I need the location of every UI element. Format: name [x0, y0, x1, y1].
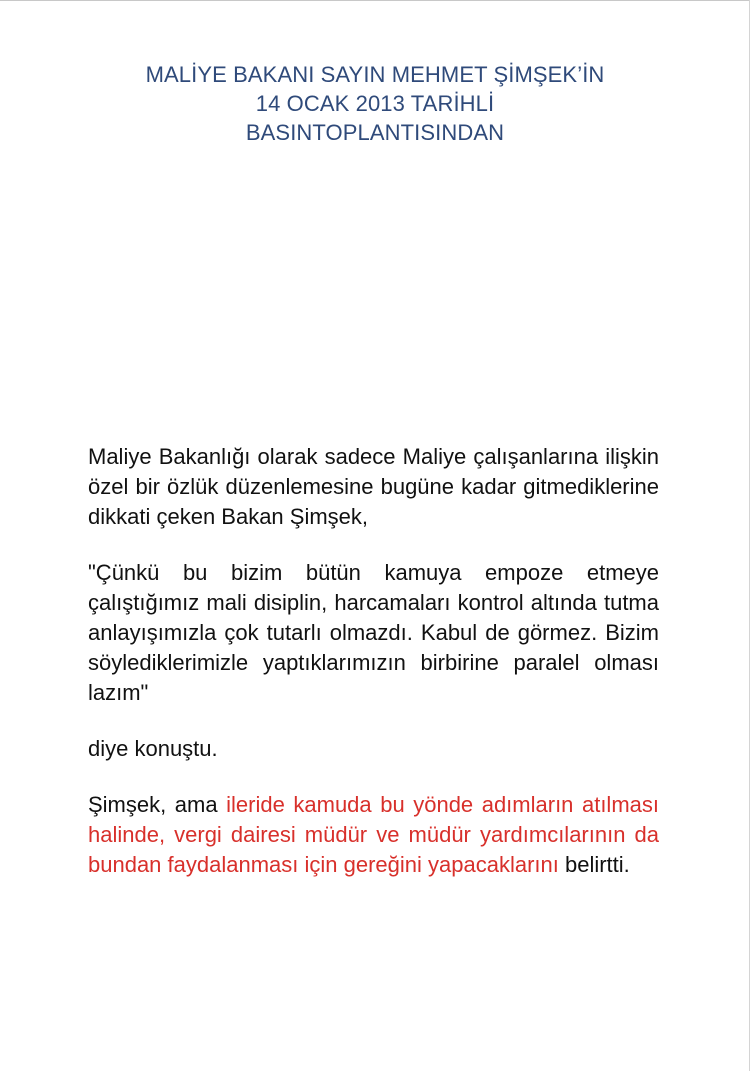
- paragraph-4-prefix: Şimşek, ama: [88, 792, 227, 817]
- title-line-2: 14 OCAK 2013 TARİHLİ: [255, 91, 495, 116]
- paragraph-4: [88, 790, 659, 880]
- paragraph-4-highlight: ileride kamuda bu yönde adımların atılması halinde, vergi dairesi müdür ve müdür yardımcılarının da bundan faydalanması için gereğini yapacaklarını: [88, 792, 659, 877]
- document-body: [88, 442, 659, 906]
- page-top-border: [0, 0, 750, 1]
- paragraph-4-suffix: belirtti.: [558, 852, 630, 877]
- document-title: [0, 60, 750, 147]
- paragraph-1: Maliye Bakanlığı olarak sadece Maliye çalışanlarına ilişkin özel bir özlük düzenlemesine bugüne kadar gitmediklerine dikkati çeken Bakan Şimşek,: [88, 444, 659, 529]
- paragraph-2-quote: "Çünkü bu bizim bütün kamuya empoze etmeye çalıştığımız mali disiplin, harcamaları kontrol altında tutma anlayışımızla çok tutarlı olmazdı. Kabul de görmez. Bizim söylediklerimizle yaptıklarımızın birbirine paralel olması lazım": [88, 560, 659, 705]
- paragraph-3: diye konuştu.: [88, 736, 218, 761]
- title-line-1: MALİYE BAKANI SAYIN MEHMET ŞİMŞEK’İN: [145, 62, 605, 87]
- title-line-3: BASINTOPLANTISINDAN: [245, 120, 505, 145]
